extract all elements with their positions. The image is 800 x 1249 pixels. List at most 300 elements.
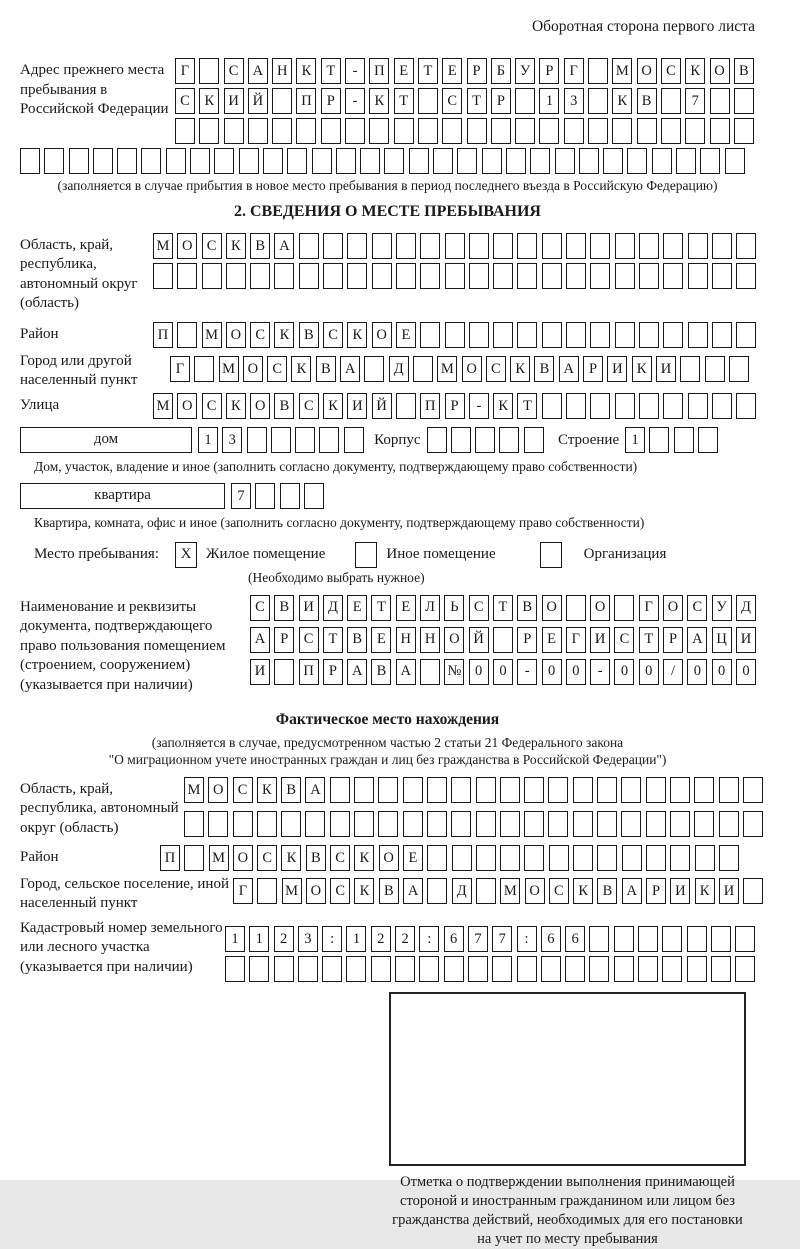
char-cell[interactable] [680,356,700,382]
char-cell[interactable]: - [517,659,537,685]
char-cell[interactable] [590,263,610,289]
char-cell[interactable] [347,233,367,259]
char-cell[interactable] [597,777,617,803]
char-cell[interactable]: Т [418,58,438,84]
char-cell[interactable]: 7 [685,88,705,114]
char-cell[interactable]: 0 [736,659,756,685]
char-cell[interactable] [451,811,471,837]
char-cell[interactable]: Г [639,595,659,621]
char-cell[interactable]: С [224,58,244,84]
char-cell[interactable]: К [612,88,632,114]
char-cell[interactable]: Е [542,627,562,653]
char-cell[interactable] [378,777,398,803]
char-cell[interactable]: Р [467,58,487,84]
char-cell[interactable] [735,956,755,982]
checkbox-organization[interactable] [540,542,562,568]
char-cell[interactable]: Р [646,878,666,904]
char-cell[interactable] [662,956,682,982]
char-cell[interactable]: О [226,322,246,348]
char-cell[interactable]: 1 [198,427,218,453]
char-cell[interactable] [736,263,756,289]
char-cell[interactable]: Р [445,393,465,419]
char-cell[interactable]: С [486,356,506,382]
char-cell[interactable] [694,777,714,803]
char-cell[interactable]: О [379,845,399,871]
char-cell[interactable] [199,118,219,144]
char-cell[interactable]: Г [175,58,195,84]
char-cell[interactable] [663,263,683,289]
char-cell[interactable] [184,811,204,837]
char-cell[interactable] [694,811,714,837]
char-cell[interactable]: М [500,878,520,904]
char-cell[interactable]: К [323,393,343,419]
char-cell[interactable] [649,427,669,453]
char-cell[interactable]: И [250,659,270,685]
char-cell[interactable]: : [517,926,537,952]
char-cell[interactable]: С [250,595,270,621]
char-cell[interactable]: М [612,58,632,84]
char-cell[interactable] [712,322,732,348]
char-cell[interactable] [467,118,487,144]
char-cell[interactable]: А [396,659,416,685]
char-cell[interactable] [734,118,754,144]
char-cell[interactable]: К [347,322,367,348]
char-cell[interactable] [298,956,318,982]
char-cell[interactable]: 0 [566,659,586,685]
char-cell[interactable]: П [299,659,319,685]
char-cell[interactable] [442,118,462,144]
char-cell[interactable]: Г [566,627,586,653]
char-cell[interactable]: 0 [687,659,707,685]
char-cell[interactable] [345,118,365,144]
char-cell[interactable]: Й [248,88,268,114]
char-cell[interactable]: В [274,595,294,621]
char-cell[interactable]: Т [467,88,487,114]
char-cell[interactable] [524,845,544,871]
checkbox-other-premises[interactable] [355,542,377,568]
char-cell[interactable]: 0 [469,659,489,685]
char-cell[interactable] [445,233,465,259]
char-cell[interactable] [566,233,586,259]
char-cell[interactable]: О [250,393,270,419]
char-cell[interactable] [639,263,659,289]
char-cell[interactable]: А [250,627,270,653]
char-cell[interactable] [281,811,301,837]
char-cell[interactable]: К [281,845,301,871]
char-cell[interactable]: 1 [625,427,645,453]
char-cell[interactable]: А [403,878,423,904]
char-cell[interactable] [272,88,292,114]
char-cell[interactable]: 7 [468,926,488,952]
char-cell[interactable] [272,118,292,144]
char-cell[interactable]: Е [403,845,423,871]
char-cell[interactable] [695,845,715,871]
char-cell[interactable] [493,263,513,289]
char-cell[interactable] [396,233,416,259]
char-cell[interactable] [674,427,694,453]
char-cell[interactable]: 3 [564,88,584,114]
char-cell[interactable] [257,878,277,904]
char-cell[interactable]: О [372,322,392,348]
char-cell[interactable] [566,595,586,621]
char-cell[interactable]: А [340,356,360,382]
char-cell[interactable] [710,88,730,114]
char-cell[interactable] [225,956,245,982]
char-cell[interactable]: А [274,233,294,259]
char-cell[interactable] [646,777,666,803]
char-cell[interactable]: Р [583,356,603,382]
char-cell[interactable] [700,148,720,174]
char-cell[interactable] [729,356,749,382]
char-cell[interactable] [354,811,374,837]
char-cell[interactable]: О [444,627,464,653]
char-cell[interactable] [323,233,343,259]
char-cell[interactable]: К [573,878,593,904]
char-cell[interactable]: У [515,58,535,84]
char-cell[interactable] [475,427,495,453]
char-cell[interactable]: А [622,878,642,904]
char-cell[interactable] [621,777,641,803]
char-cell[interactable]: Д [389,356,409,382]
char-cell[interactable]: П [420,393,440,419]
char-cell[interactable] [371,956,391,982]
char-cell[interactable]: М [219,356,239,382]
char-cell[interactable] [296,118,316,144]
char-cell[interactable]: В [274,393,294,419]
char-cell[interactable] [493,322,513,348]
char-cell[interactable] [597,811,617,837]
char-cell[interactable]: М [437,356,457,382]
char-cell[interactable] [451,427,471,453]
char-cell[interactable]: К [257,777,277,803]
char-cell[interactable] [688,393,708,419]
char-cell[interactable]: В [299,322,319,348]
char-cell[interactable] [712,393,732,419]
char-cell[interactable]: 0 [493,659,513,685]
char-cell[interactable] [719,811,739,837]
char-cell[interactable] [663,233,683,259]
char-cell[interactable]: Н [396,627,416,653]
char-cell[interactable]: 1 [249,926,269,952]
char-cell[interactable] [249,956,269,982]
char-cell[interactable]: 2 [274,926,294,952]
char-cell[interactable] [177,322,197,348]
char-cell[interactable]: С [323,322,343,348]
char-cell[interactable]: С [469,595,489,621]
char-cell[interactable] [676,148,696,174]
char-cell[interactable] [719,777,739,803]
char-cell[interactable] [233,811,253,837]
char-cell[interactable] [299,263,319,289]
char-cell[interactable]: В [734,58,754,84]
char-cell[interactable] [698,427,718,453]
char-cell[interactable] [427,777,447,803]
char-cell[interactable] [627,148,647,174]
char-cell[interactable] [517,322,537,348]
char-cell[interactable] [321,118,341,144]
char-cell[interactable]: 0 [542,659,562,685]
char-cell[interactable] [184,845,204,871]
char-cell[interactable]: Т [321,58,341,84]
char-cell[interactable] [420,659,440,685]
char-cell[interactable]: В [306,845,326,871]
char-cell[interactable]: О [177,393,197,419]
char-cell[interactable] [247,427,267,453]
char-cell[interactable] [530,148,550,174]
char-cell[interactable] [524,777,544,803]
char-cell[interactable]: С [687,595,707,621]
char-cell[interactable] [549,845,569,871]
char-cell[interactable] [736,233,756,259]
char-cell[interactable]: 0 [614,659,634,685]
char-cell[interactable] [566,263,586,289]
char-cell[interactable] [493,233,513,259]
char-cell[interactable]: М [153,233,173,259]
char-cell[interactable] [194,356,214,382]
char-cell[interactable] [621,811,641,837]
char-cell[interactable] [515,118,535,144]
char-cell[interactable]: 2 [371,926,391,952]
char-cell[interactable]: Д [323,595,343,621]
char-cell[interactable] [661,118,681,144]
char-cell[interactable]: / [663,659,683,685]
char-cell[interactable]: Г [233,878,253,904]
char-cell[interactable] [319,427,339,453]
char-cell[interactable] [705,356,725,382]
char-cell[interactable]: К [695,878,715,904]
char-cell[interactable]: 1 [346,926,366,952]
char-cell[interactable] [69,148,89,174]
char-cell[interactable]: Е [396,595,416,621]
char-cell[interactable] [612,118,632,144]
char-cell[interactable]: Р [517,627,537,653]
char-cell[interactable] [177,263,197,289]
char-cell[interactable] [274,659,294,685]
char-cell[interactable] [711,926,731,952]
char-cell[interactable]: И [347,393,367,419]
char-cell[interactable]: П [369,58,389,84]
char-cell[interactable]: С [257,845,277,871]
char-cell[interactable] [444,956,464,982]
char-cell[interactable]: С [614,627,634,653]
char-cell[interactable]: К [369,88,389,114]
char-cell[interactable] [263,148,283,174]
char-cell[interactable]: 3 [222,427,242,453]
char-cell[interactable] [224,118,244,144]
char-cell[interactable]: Е [347,595,367,621]
char-cell[interactable]: 6 [541,926,561,952]
char-cell[interactable] [420,233,440,259]
char-cell[interactable]: Р [539,58,559,84]
char-cell[interactable]: У [712,595,732,621]
char-cell[interactable] [515,88,535,114]
char-cell[interactable] [588,118,608,144]
char-cell[interactable] [670,811,690,837]
char-cell[interactable]: Б [491,58,511,84]
char-cell[interactable] [670,845,690,871]
char-cell[interactable]: И [736,627,756,653]
char-cell[interactable] [506,148,526,174]
char-cell[interactable] [304,483,324,509]
char-cell[interactable]: П [296,88,316,114]
char-cell[interactable] [323,263,343,289]
char-cell[interactable] [524,427,544,453]
char-cell[interactable] [687,926,707,952]
char-cell[interactable] [274,956,294,982]
char-cell[interactable] [469,322,489,348]
char-cell[interactable]: И [670,878,690,904]
char-cell[interactable] [418,118,438,144]
char-cell[interactable] [564,118,584,144]
char-cell[interactable]: К [493,393,513,419]
char-cell[interactable] [433,148,453,174]
char-cell[interactable] [637,118,657,144]
char-cell[interactable] [427,878,447,904]
char-cell[interactable]: 3 [298,926,318,952]
char-cell[interactable] [476,878,496,904]
char-cell[interactable] [445,322,465,348]
char-cell[interactable] [603,148,623,174]
char-cell[interactable] [588,88,608,114]
char-cell[interactable] [743,777,763,803]
char-cell[interactable] [20,148,40,174]
char-cell[interactable] [403,811,423,837]
char-cell[interactable] [199,58,219,84]
char-cell[interactable]: К [226,393,246,419]
char-cell[interactable]: С [330,845,350,871]
char-cell[interactable] [687,956,707,982]
char-cell[interactable] [330,777,350,803]
char-cell[interactable]: С [202,233,222,259]
char-cell[interactable] [330,811,350,837]
char-cell[interactable]: В [597,878,617,904]
char-cell[interactable]: С [549,878,569,904]
char-cell[interactable]: Г [564,58,584,84]
char-cell[interactable]: К [226,233,246,259]
char-cell[interactable] [166,148,186,174]
char-cell[interactable] [614,956,634,982]
char-cell[interactable]: Д [452,878,472,904]
char-cell[interactable] [500,811,520,837]
char-cell[interactable] [646,845,666,871]
char-cell[interactable]: В [281,777,301,803]
char-cell[interactable]: 1 [539,88,559,114]
char-cell[interactable]: Р [491,88,511,114]
char-cell[interactable] [346,956,366,982]
char-cell[interactable] [336,148,356,174]
char-cell[interactable]: В [316,356,336,382]
char-cell[interactable] [384,148,404,174]
char-cell[interactable] [418,88,438,114]
char-cell[interactable] [476,845,496,871]
char-cell[interactable]: С [330,878,350,904]
char-cell[interactable] [734,88,754,114]
char-cell[interactable] [615,393,635,419]
char-cell[interactable] [354,777,374,803]
char-cell[interactable]: - [345,58,365,84]
char-cell[interactable]: О [542,595,562,621]
char-cell[interactable] [364,356,384,382]
char-cell[interactable]: С [299,627,319,653]
char-cell[interactable] [396,263,416,289]
char-cell[interactable] [565,956,585,982]
char-cell[interactable] [597,845,617,871]
char-cell[interactable] [524,811,544,837]
char-cell[interactable]: Й [372,393,392,419]
char-cell[interactable]: И [590,627,610,653]
char-cell[interactable]: И [719,878,739,904]
char-cell[interactable] [153,263,173,289]
char-cell[interactable]: К [274,322,294,348]
char-cell[interactable] [250,263,270,289]
char-cell[interactable] [287,148,307,174]
char-cell[interactable] [573,811,593,837]
char-cell[interactable] [347,263,367,289]
char-cell[interactable] [542,393,562,419]
char-cell[interactable] [274,263,294,289]
char-cell[interactable]: Д [736,595,756,621]
char-cell[interactable]: К [354,845,374,871]
char-cell[interactable] [295,427,315,453]
char-cell[interactable] [542,263,562,289]
char-cell[interactable]: 1 [225,926,245,952]
char-cell[interactable]: К [510,356,530,382]
char-cell[interactable] [257,811,277,837]
char-cell[interactable]: К [354,878,374,904]
char-cell[interactable] [369,118,389,144]
char-cell[interactable]: Е [442,58,462,84]
char-cell[interactable]: К [632,356,652,382]
char-cell[interactable]: О [710,58,730,84]
char-cell[interactable] [93,148,113,174]
char-cell[interactable]: П [153,322,173,348]
char-cell[interactable]: О [177,233,197,259]
char-cell[interactable] [469,263,489,289]
char-cell[interactable] [646,811,666,837]
char-cell[interactable] [579,148,599,174]
char-cell[interactable] [468,956,488,982]
char-cell[interactable]: 7 [492,926,512,952]
char-cell[interactable]: А [347,659,367,685]
char-cell[interactable]: К [291,356,311,382]
char-cell[interactable] [457,148,477,174]
char-cell[interactable]: Г [170,356,190,382]
char-cell[interactable] [736,322,756,348]
char-cell[interactable] [555,148,575,174]
char-cell[interactable] [372,233,392,259]
char-cell[interactable]: Е [394,58,414,84]
char-cell[interactable] [500,777,520,803]
char-cell[interactable] [493,627,513,653]
char-cell[interactable]: Н [420,627,440,653]
char-cell[interactable]: О [663,595,683,621]
char-cell[interactable] [492,956,512,982]
char-cell[interactable]: О [637,58,657,84]
char-cell[interactable] [622,845,642,871]
char-cell[interactable] [590,322,610,348]
char-cell[interactable] [539,118,559,144]
char-cell[interactable]: М [153,393,173,419]
char-cell[interactable]: Й [469,627,489,653]
char-cell[interactable] [541,956,561,982]
char-cell[interactable] [248,118,268,144]
char-cell[interactable] [710,118,730,144]
char-cell[interactable] [255,483,275,509]
char-cell[interactable]: П [160,845,180,871]
char-cell[interactable]: 7 [231,483,251,509]
char-cell[interactable] [44,148,64,174]
char-cell[interactable]: И [224,88,244,114]
